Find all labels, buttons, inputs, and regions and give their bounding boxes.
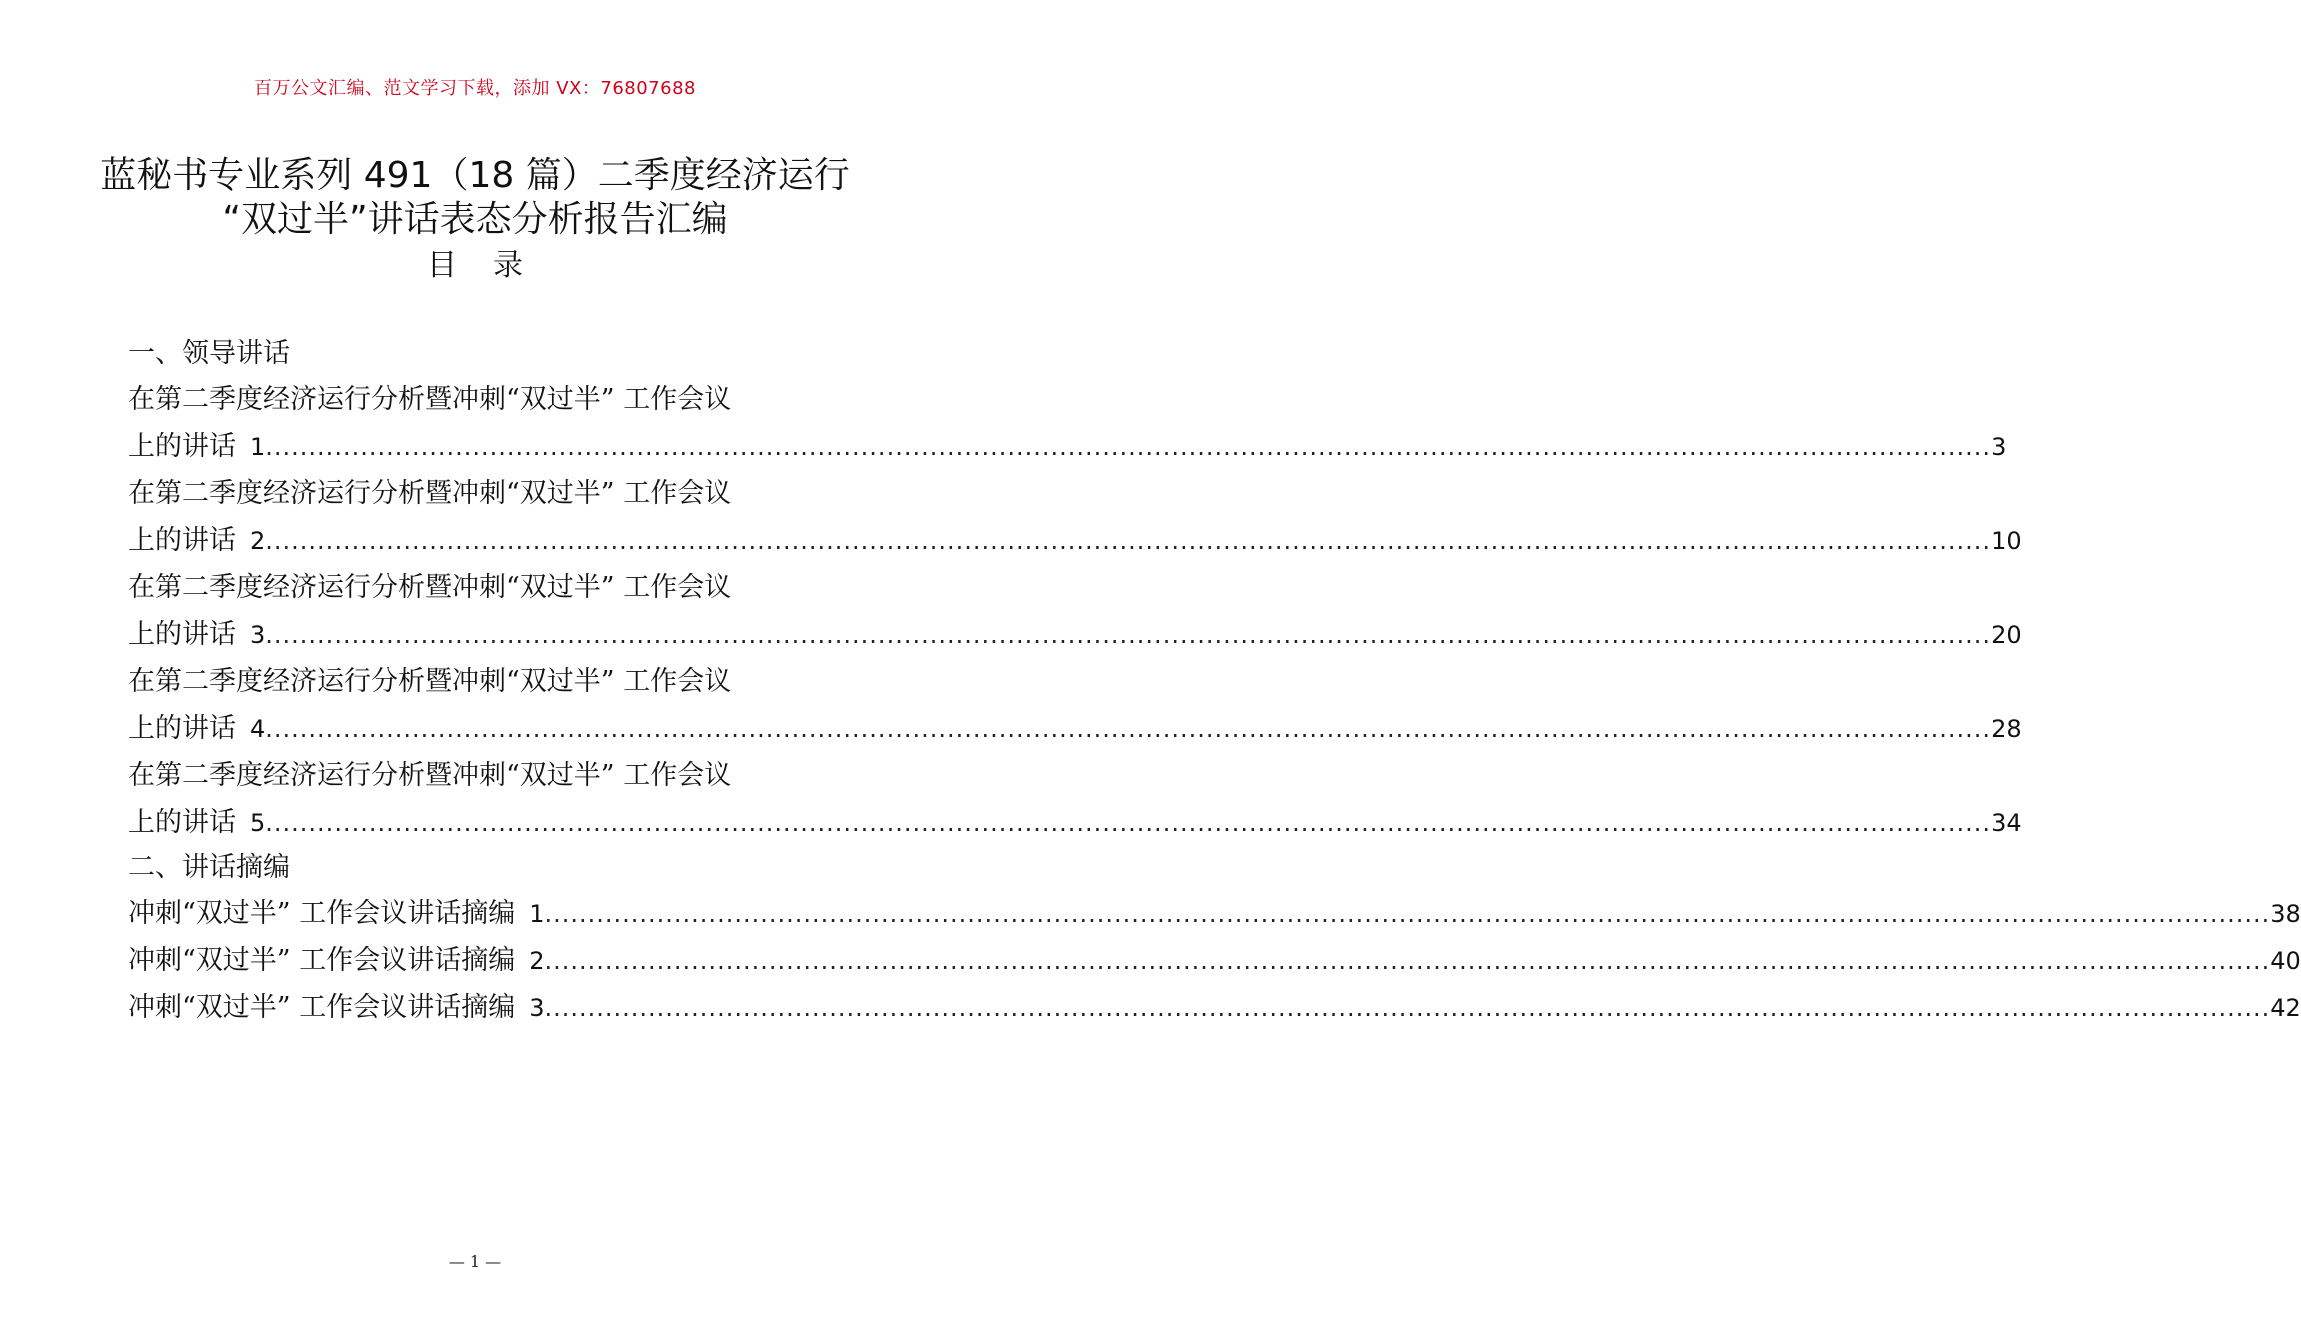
toc-entry[interactable]: [128, 611, 2022, 658]
toc-heading: [0, 244, 950, 288]
toc-entry-number: 2: [529, 947, 545, 975]
dot-leader: ........................................................................................................................................................................................................: [544, 947, 2271, 975]
toc-page-number: 40: [2270, 947, 2301, 975]
toc-entry[interactable]: [128, 517, 2022, 564]
toc-entry[interactable]: [128, 890, 2301, 937]
toc-entry-number: 3: [529, 994, 545, 1022]
dot-leader: ........................................................................................................................................................................................................: [544, 900, 2271, 928]
toc-entry-line1[interactable]: 在第二季度经济运行分析暨冲刺“双过半” 工作会议: [128, 666, 732, 697]
dot-leader: ........................................................................................................................................................................................................: [265, 809, 1992, 837]
toc-entry-number: 5: [250, 809, 266, 837]
toc-entry-number: 1: [529, 900, 545, 928]
toc-page-number: 20: [1991, 621, 2022, 649]
toc-entry-text: 上的讲话: [128, 807, 236, 838]
toc-entry-line1[interactable]: 在第二季度经济运行分析暨冲刺“双过半” 工作会议: [128, 572, 732, 603]
toc-entry[interactable]: [128, 799, 2022, 846]
toc-entry-line1[interactable]: 在第二季度经济运行分析暨冲刺“双过半” 工作会议: [128, 760, 732, 791]
toc-entry-line1[interactable]: 在第二季度经济运行分析暨冲刺“双过半” 工作会议: [128, 384, 732, 415]
toc-entry-text: 上的讲话: [128, 431, 236, 462]
toc-heading-char: 目: [427, 248, 457, 283]
toc-entry-number: 1: [250, 433, 266, 461]
toc-entry-number: 2: [250, 527, 266, 555]
section-label: 二、讲话摘编: [128, 852, 290, 883]
toc-entry-number: 4: [250, 715, 266, 743]
document-title-line1: 蓝秘书专业系列 491（18 篇）二季度经济运行: [100, 155, 850, 196]
document-title-line2: “双过半”讲话表态分析报告汇编: [222, 199, 728, 240]
dot-leader: ........................................................................................................................................................................................................: [265, 433, 1992, 461]
toc-entry-text: 冲刺“双过半” 工作会议讲话摘编: [128, 992, 516, 1023]
toc-entry-text: 冲刺“双过半” 工作会议讲话摘编: [128, 945, 516, 976]
dot-leader: ........................................................................................................................................................................................................: [265, 621, 1992, 649]
toc-entry-text: 上的讲话: [128, 713, 236, 744]
header-note: 百万公文汇编、范文学习下载，添加 VX：76807688: [254, 78, 696, 99]
toc-entry-text: 冲刺“双过半” 工作会议讲话摘编: [128, 898, 516, 929]
page-footer: — 1 —: [448, 1252, 502, 1271]
toc-entry-text: 上的讲话: [128, 619, 236, 650]
toc-page-number: 38: [2270, 900, 2301, 928]
toc-entry-line1[interactable]: 在第二季度经济运行分析暨冲刺“双过半” 工作会议: [128, 478, 732, 509]
dot-leader: ........................................................................................................................................................................................................: [265, 715, 1992, 743]
toc-page-number: 34: [1991, 809, 2022, 837]
toc-entry-number: 3: [250, 621, 266, 649]
toc-entry[interactable]: [128, 705, 2022, 752]
toc-entry[interactable]: [128, 937, 2301, 984]
toc-entry[interactable]: [128, 984, 2301, 1031]
toc-entry[interactable]: [128, 423, 2007, 470]
toc-page-number: 28: [1991, 715, 2022, 743]
dot-leader: ........................................................................................................................................................................................................: [265, 527, 1992, 555]
toc-page-number: 42: [2270, 994, 2301, 1022]
toc-heading-char: 录: [493, 248, 523, 283]
toc-entry-text: 上的讲话: [128, 525, 236, 556]
table-of-contents: [128, 332, 2301, 1031]
dot-leader: ........................................................................................................................................................................................................: [544, 994, 2271, 1022]
toc-page-number: 3: [1991, 433, 2007, 461]
section-label: 一、领导讲话: [128, 338, 290, 369]
toc-page-number: 10: [1991, 527, 2022, 555]
